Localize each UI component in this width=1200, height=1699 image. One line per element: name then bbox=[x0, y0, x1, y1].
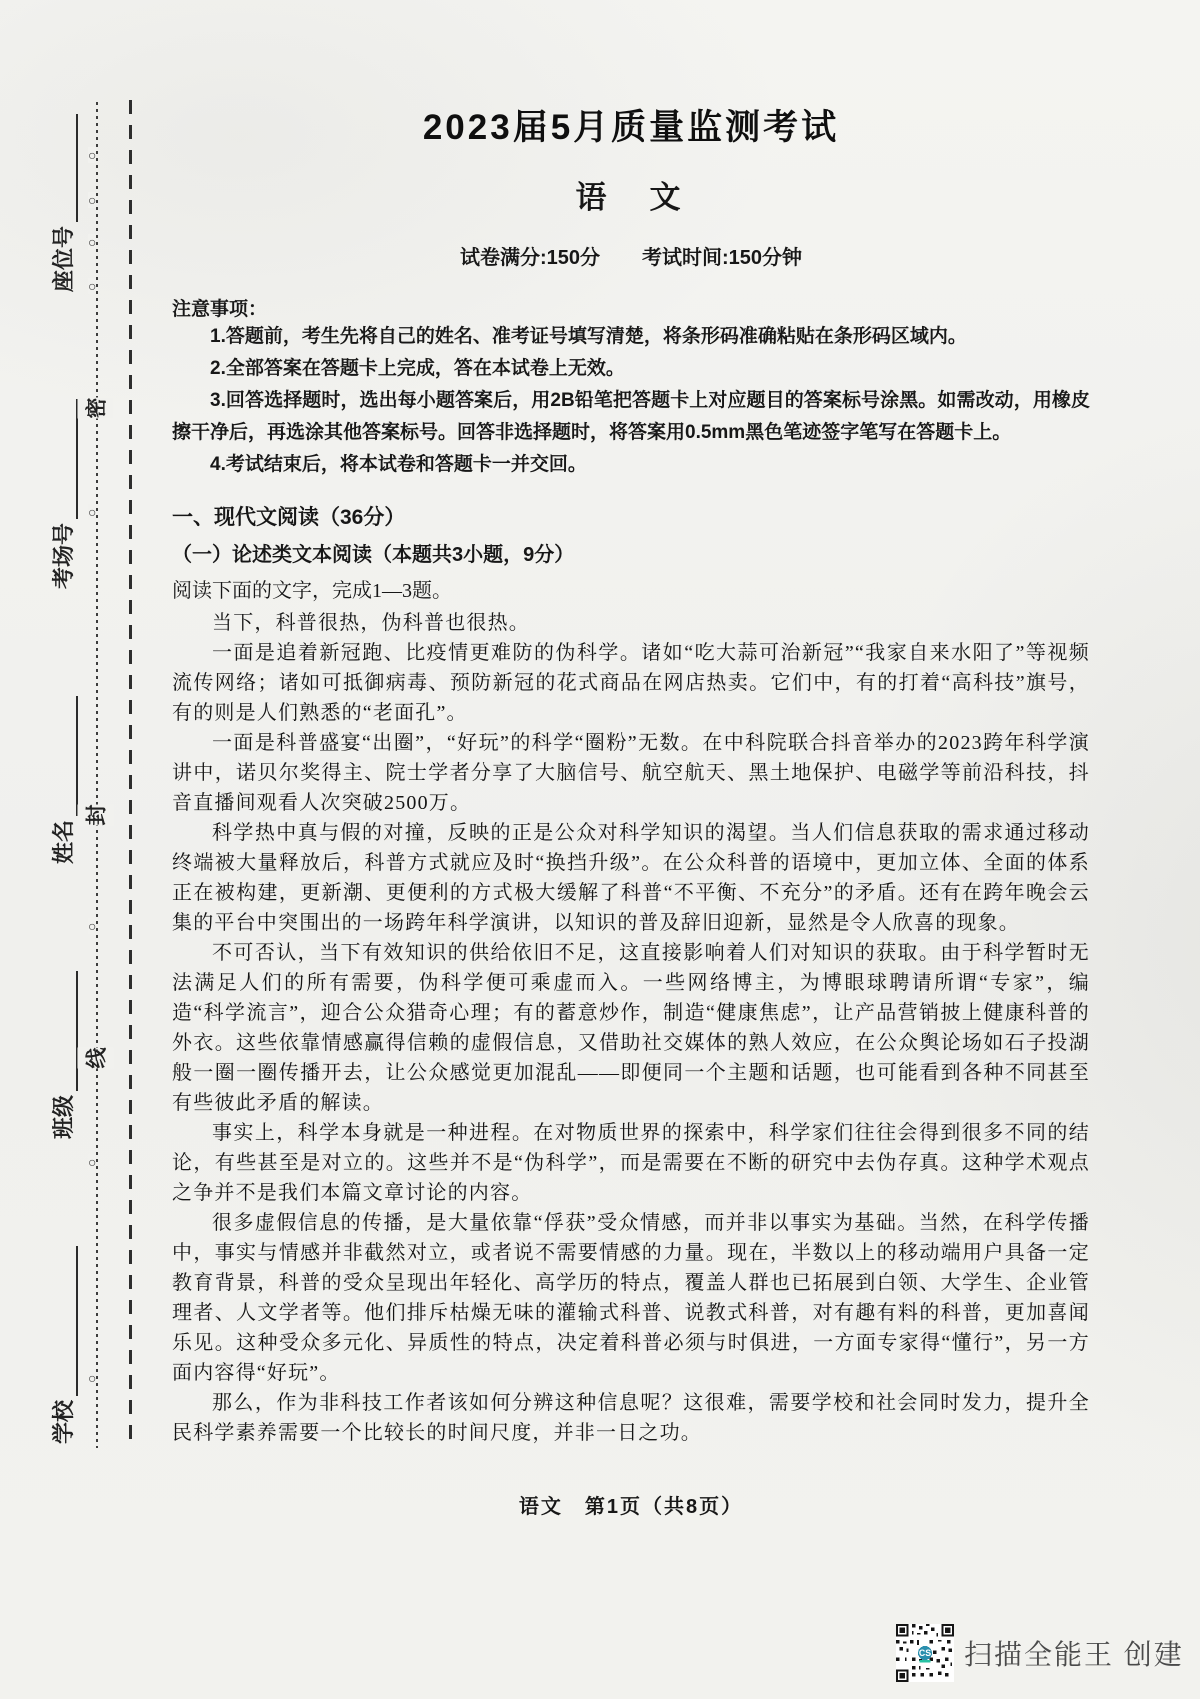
passage-intro: 阅读下面的文字，完成1—3题。 bbox=[172, 580, 452, 602]
exam-full-score: 试卷满分:150分 bbox=[459, 247, 600, 269]
passage-paragraph: 那么，作为非科技工作者该如何分辨这种信息呢？这很难，需要学校和社会同时发力，提升全民科学素养需要一个比较长的时间尺度，并非一日之功。 bbox=[172, 1392, 1090, 1444]
seal-line-circle: ○ bbox=[88, 192, 97, 208]
reading-passage bbox=[172, 608, 1090, 1448]
seal-line-circle: ○ bbox=[88, 147, 97, 163]
seal-char-feng: 封 bbox=[78, 805, 114, 826]
field-class-blank bbox=[52, 971, 78, 1091]
exam-duration: 考试时间:150分钟 bbox=[642, 247, 803, 269]
notice-heading: 注意事项： bbox=[172, 299, 268, 320]
field-name bbox=[47, 696, 78, 864]
seal-char-mi: 密 bbox=[78, 398, 114, 419]
section-heading: 一、现代文阅读（36分） bbox=[172, 506, 406, 529]
field-class bbox=[47, 971, 78, 1139]
notice-item: 4.考试结束后，将本试卷和答题卡一并交回。 bbox=[210, 454, 587, 475]
notice-item: 2.全部答案在答题卡上完成，答在本试卷上无效。 bbox=[210, 358, 625, 379]
seal-line-circle: ○ bbox=[88, 918, 97, 934]
passage-paragraph: 很多虚假信息的传播，是大量依靠“俘获”受众情感，而并非以事实为基础。当然，在科学传播中，事实与情感并非截然对立，或者说不需要情感的力量。现在，半数以上的移动端用户具备一定教育背景，科普的受众呈现出年轻化、高学历的特点，覆盖人群也已拓展到白领、大学生、企业管理者、人文学者等。他们排斥枯燥无味的灌输式科普、说教式科普，对有趣有料的科普，更加喜闻乐见。这种受众多元化、异质性的特点，决定着科普必须与时俱进，一方面专家得“懂行”，另一方面内容得“好玩”。 bbox=[172, 1212, 1090, 1384]
seal-line-circle: ○ bbox=[88, 504, 97, 520]
field-name-blank bbox=[52, 696, 78, 816]
exam-meta bbox=[172, 241, 1090, 270]
exam-subject: 语 文 bbox=[575, 180, 687, 215]
field-room-number-blank bbox=[52, 399, 78, 519]
field-class-label: 班级 bbox=[51, 1095, 76, 1140]
subsection-heading: （一）论述类文本阅读（本题共3小题，9分） bbox=[172, 544, 575, 566]
exam-title: 2023届5月质量监测考试 bbox=[422, 108, 840, 147]
svg-text:CS: CS bbox=[918, 1647, 932, 1658]
scanner-credit bbox=[896, 1624, 1184, 1682]
seal-line-circle: ○ bbox=[88, 1370, 97, 1386]
passage-paragraph: 当下，科普很热，伪科普也很热。 bbox=[212, 612, 530, 634]
field-school-blank bbox=[52, 1246, 78, 1396]
field-seat-number-blank bbox=[52, 114, 78, 222]
seal-line-circle: ○ bbox=[88, 234, 97, 250]
seal-dotted-line bbox=[84, 102, 109, 1448]
scanner-credit-text: 扫描全能王 创建 bbox=[964, 1639, 1184, 1670]
notice-item: 3.回答选择题时，选出每小题答案后，用2B铅笔把答题卡上对应题目的答案标号涂黑。如需改动，用橡皮擦干净后，再选涂其他答案标号。回答非选择题时，将答案用0.5mm黑色笔迹签字笔写在答题卡上。 bbox=[172, 390, 1090, 443]
passage-paragraph: 科学热中真与假的对撞，反映的正是公众对科学知识的渴望。当人们信息获取的需求通过移动终端被大量释放后，科普方式就应及时“换挡升级”。在公众科普的语境中，更加立体、全面的体系正在被构建，更新潮、更便利的方式极大缓解了科普“不平衡、不充分”的矛盾。还有在跨年晚会云集的平台中突围出的一场跨年科学演讲，以知识的普及辞旧迎新，显然是令人欣喜的现象。 bbox=[172, 822, 1090, 934]
seal-line-circle: ○ bbox=[88, 278, 97, 294]
field-room-number-label: 考场号 bbox=[51, 523, 76, 590]
passage-paragraph: 不可否认，当下有效知识的供给依旧不足，这直接影响着人们对知识的获取。由于科学暂时无法满足人们的所有需要，伪科学便可乘虚而入。一些网络博主，为博眼球聘请所谓“专家”，编造“科学流言”，迎合公众猎奇心理；有的蓄意炒作，制造“健康焦虑”，让产品营销披上健康科普的外衣。这些依靠情感赢得信赖的虚假信息，又借助社交媒体的熟人效应，在公众舆论场如石子投湖般一圈一圈传播开去，让公众感觉更加混乱——即便同一个主题和话题，也可能看到各种不同甚至有些彼此矛盾的解读。 bbox=[172, 942, 1090, 1114]
notice-item: 1.答题前，考生先将自己的姓名、准考证号填写清楚，将条形码准确粘贴在条形码区域内。 bbox=[210, 326, 967, 347]
field-room-number bbox=[47, 399, 78, 589]
field-name-label: 姓名 bbox=[51, 820, 76, 865]
field-seat-number bbox=[47, 114, 78, 292]
passage-paragraph: 一面是科普盛宴“出圈”，“好玩”的科学“圈粉”无数。在中科院联合抖音举办的2023跨年科学演讲中，诺贝尔奖得主、院士学者分享了大脑信号、航空航天、黑土地保护、电磁学等前沿科技，抖音直播间观看人次突破2500万。 bbox=[172, 732, 1090, 814]
exam-page bbox=[172, 100, 1090, 1448]
seal-fields-rail bbox=[44, 108, 78, 1450]
page-number: 语文 第1页（共8页） bbox=[518, 1496, 744, 1518]
field-school bbox=[47, 1246, 78, 1444]
seal-dashed-line bbox=[129, 100, 132, 1450]
passage-paragraph: 事实上，科学本身就是一种进程。在对物质世界的探索中，科学家们往往会得到很多不同的结论，有些甚至是对立的。这些并不是“伪科学”，而是需要在不断的研究中去伪存真。这种学术观点之争并不是我们本篇文章讨论的内容。 bbox=[172, 1122, 1090, 1204]
passage-paragraph: 一面是追着新冠跑、比疫情更难防的伪科学。诸如“吃大蒜可治新冠”“我家自来水阳了”等视频流传网络；诸如可抵御病毒、预防新冠的花式商品在网店热卖。它们中，有的打着“高科技”旗号，有的则是人们熟悉的“老面孔”。 bbox=[172, 642, 1090, 724]
qr-code-icon bbox=[896, 1624, 954, 1682]
seal-line-circle: ○ bbox=[88, 1154, 97, 1170]
field-seat-number-label: 座位号 bbox=[51, 226, 76, 293]
field-school-label: 学校 bbox=[51, 1399, 76, 1444]
notice-section bbox=[172, 294, 1090, 481]
seal-char-xian: 线 bbox=[78, 1048, 114, 1069]
